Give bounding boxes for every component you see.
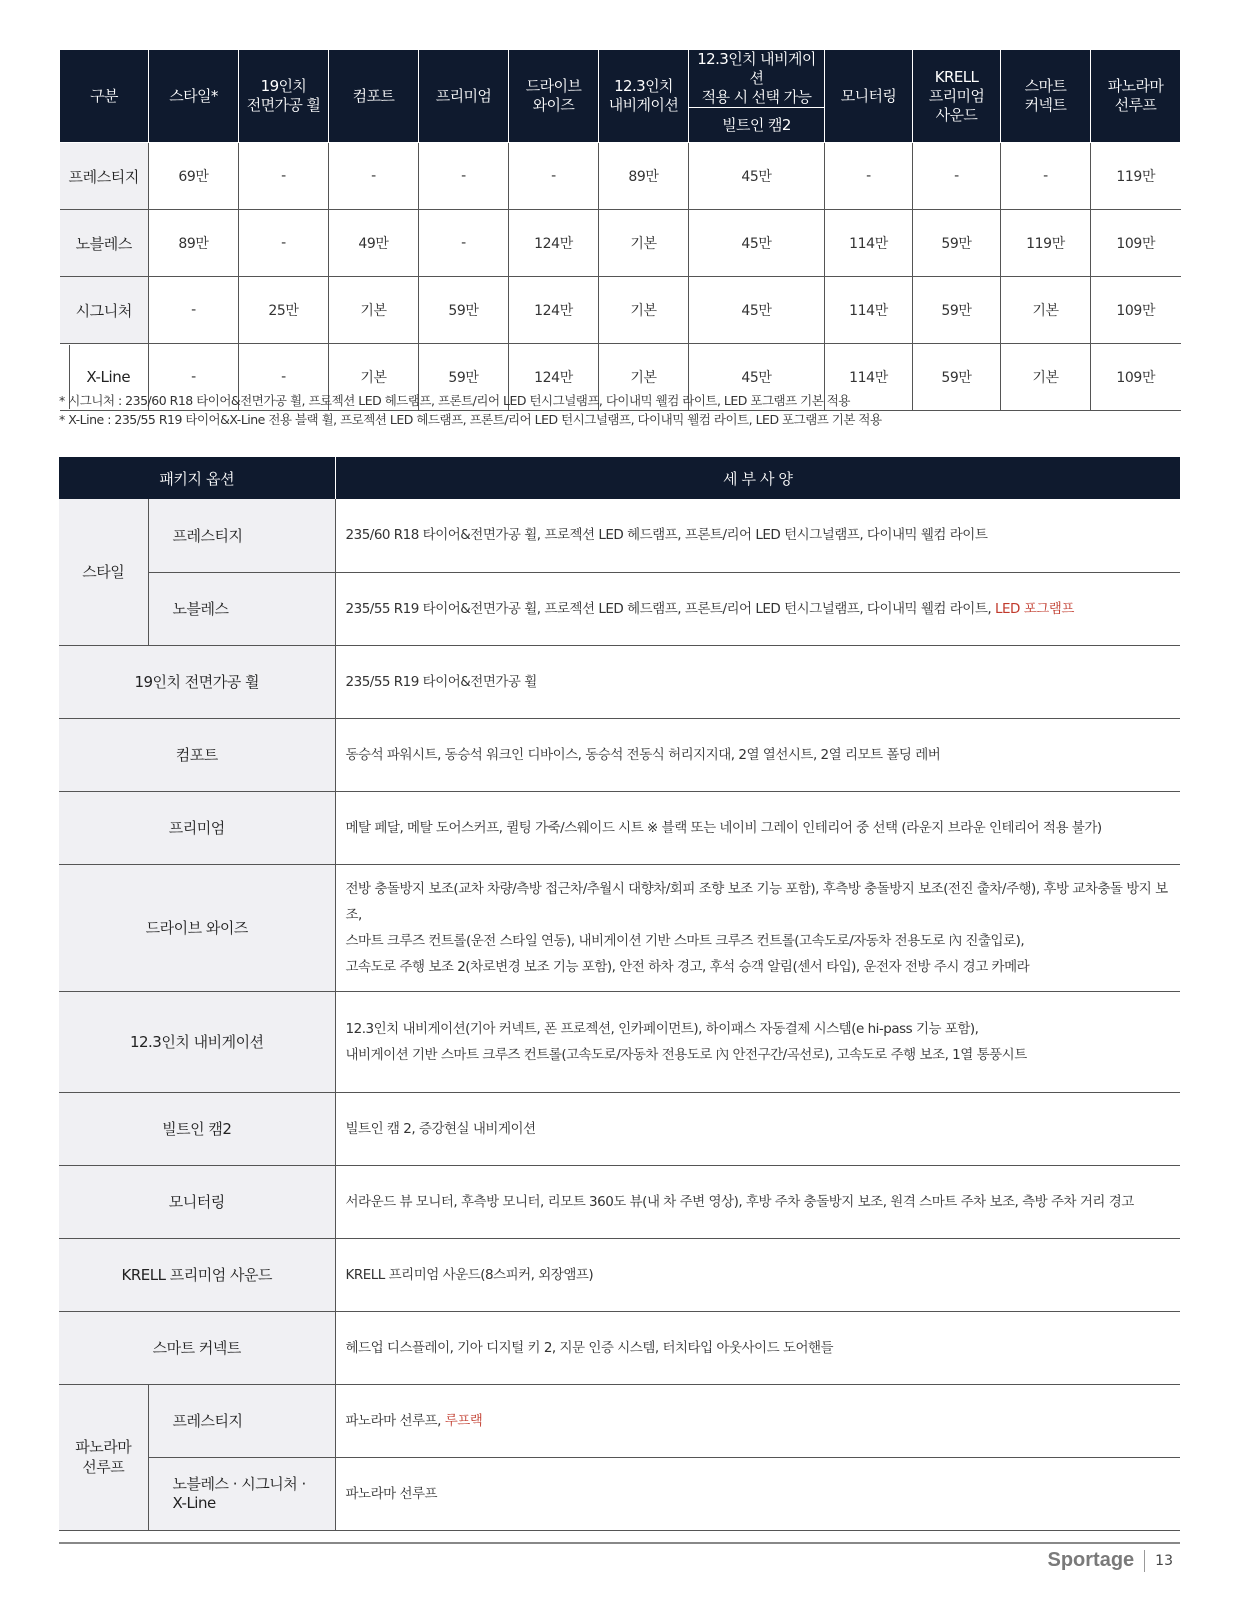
price-cell: - xyxy=(329,143,419,210)
price-cell: 124만 xyxy=(509,277,599,344)
pkg-cam-detail: 빌트인 캠 2, 증강현실 내비게이션 xyxy=(335,1092,1180,1165)
row-head-xline: X-Line xyxy=(60,344,149,411)
price-cell: 59만 xyxy=(913,277,1001,344)
price-cell: 59만 xyxy=(419,277,509,344)
price-cell: 기본 xyxy=(599,210,689,277)
price-cell: - xyxy=(509,143,599,210)
highlight-text: 루프랙 xyxy=(444,1412,483,1429)
price-cell: 45만 xyxy=(689,143,825,210)
pkg-wheel19-name: 19인치 전면가공 휠 xyxy=(59,645,335,718)
table-row xyxy=(60,143,1181,210)
pkg-premium-detail: 메탈 페달, 메탈 도어스커프, 퀼팅 가죽/스웨이드 시트 ※ 블랙 또는 네이비 그레이 인테리어 중 선택 (라운지 브라운 인테리어 적용 불가) xyxy=(335,791,1180,864)
pkg-comfort-name: 컴포트 xyxy=(59,718,335,791)
header-detail: 세 부 사 양 xyxy=(335,457,1180,499)
pkg-style-name: 스타일 xyxy=(59,499,148,645)
header-panorama: 파노라마 선루프 xyxy=(1091,50,1181,143)
pkg-premium-name: 프리미엄 xyxy=(59,791,335,864)
pkg-smart-name: 스마트 커넥트 xyxy=(59,1311,335,1384)
header-nav: 12.3인치 내비게이션 xyxy=(599,50,689,143)
table-row xyxy=(60,210,1181,277)
header-wheel19: 19인치 전면가공 휠 xyxy=(239,50,329,143)
pkg-nav-detail: 12.3인치 내비게이션(기아 커넥트, 폰 프로젝션, 인카페이먼트), 하이패스 자동결제 시스템(e hi-pass 기능 포함), 내비게이션 기반 스마트 크루즈 컨트롤(고속도로/자동차 전용도로 內 안전구간/곡선로), 고속도로 주행 보조, 1열 통풍시트 xyxy=(335,991,1180,1092)
price-cell: 45만 xyxy=(689,210,825,277)
header-krell: KRELL 프리미엄 사운드 xyxy=(913,50,1001,143)
pkg-wheel19-detail: 235/55 R19 타이어&전면가공 휠 xyxy=(335,645,1180,718)
price-cell: 109만 xyxy=(1091,210,1181,277)
price-cell: 45만 xyxy=(689,344,825,411)
header-builtin-cam: 빌트인 캠2 xyxy=(689,108,825,143)
pkg-panorama-others-label: 노블레스 · 시그니처 · X-Line xyxy=(148,1457,335,1530)
pkg-monitoring-detail: 서라운드 뷰 모니터, 후측방 모니터, 리모트 360도 뷰(내 차 주변 영상), 후방 주차 충돌방지 보조, 원격 스마트 주차 보조, 측방 주차 거리 경고 xyxy=(335,1165,1180,1238)
price-cell: 49만 xyxy=(329,210,419,277)
price-cell: 25만 xyxy=(239,277,329,344)
footnotes xyxy=(59,391,882,429)
price-cell: 69만 xyxy=(149,143,239,210)
price-cell: 기본 xyxy=(599,344,689,411)
price-cell: 59만 xyxy=(913,210,1001,277)
footer-divider xyxy=(59,1542,1180,1544)
price-cell: - xyxy=(239,210,329,277)
price-cell: - xyxy=(1001,143,1091,210)
row-head-prestige: 프레스티지 xyxy=(60,143,149,210)
price-cell: 109만 xyxy=(1091,344,1181,411)
price-cell: - xyxy=(419,210,509,277)
price-cell: 119만 xyxy=(1091,143,1181,210)
header-nav-option: 12.3인치 내비게이션 적용 시 선택 가능 xyxy=(689,50,825,108)
price-cell: 45만 xyxy=(689,277,825,344)
price-cell: 114만 xyxy=(825,344,913,411)
price-cell: 89만 xyxy=(149,210,239,277)
page-number: 13 xyxy=(1155,1552,1173,1569)
price-cell: 기본 xyxy=(1001,277,1091,344)
pkg-krell-detail: KRELL 프리미엄 사운드(8스피커, 외장앰프) xyxy=(335,1238,1180,1311)
price-cell: 기본 xyxy=(599,277,689,344)
table-row xyxy=(60,277,1181,344)
price-cell: - xyxy=(913,143,1001,210)
pkg-comfort-detail: 동승석 파워시트, 동승석 워크인 디바이스, 동승석 전동식 허리지지대, 2열 열선시트, 2열 리모트 폴딩 레버 xyxy=(335,718,1180,791)
option-price-table xyxy=(59,49,1181,411)
price-cell: 기본 xyxy=(1001,344,1091,411)
price-cell: 114만 xyxy=(825,277,913,344)
price-cell: - xyxy=(149,277,239,344)
price-cell: 114만 xyxy=(825,210,913,277)
package-detail-table xyxy=(59,457,1180,1531)
price-cell: - xyxy=(419,143,509,210)
header-style: 스타일* xyxy=(149,50,239,143)
header-comfort: 컴포트 xyxy=(329,50,419,143)
footer-separator xyxy=(1144,1550,1145,1572)
price-cell: 59만 xyxy=(913,344,1001,411)
price-cell: - xyxy=(149,344,239,411)
header-package-option: 패키지 옵션 xyxy=(59,457,335,499)
pkg-drivewise-name: 드라이브 와이즈 xyxy=(59,864,335,991)
footnote-xline: * X-Line : 235/55 R19 타이어&X-Line 전용 블랙 휠, 프로젝션 LED 헤드램프, 프론트/리어 LED 턴시그널램프, 다이내믹 웰컴 라이트, LED 포그램프 기본 적용 xyxy=(59,412,882,427)
pkg-panorama-name: 파노라마 선루프 xyxy=(59,1384,148,1530)
header-premium: 프리미엄 xyxy=(419,50,509,143)
pkg-smart-detail: 헤드업 디스플레이, 기아 디지털 키 2, 지문 인증 시스템, 터치타입 아웃사이드 도어핸들 xyxy=(335,1311,1180,1384)
pkg-cam-name: 빌트인 캠2 xyxy=(59,1092,335,1165)
pkg-drivewise-detail: 전방 충돌방지 보조(교차 차량/측방 접근차/추월시 대향차/회피 조향 보조 기능 포함), 후측방 충돌방지 보조(전진 출차/주행), 후방 교차충돌 방지 보조, 스마트 크루즈 컨트롤(운전 스타일 연동), 내비게이션 기반 스마트 크루즈 컨트롤(고속도로/자동차 전용도로 內 진출입로), 고속도로 주행 보조 2(차로변경 보조 기능 포함), 안전 하차 경고, 후석 승객 알림(센서 타입), 운전자 전방 주시 경고 카메라 xyxy=(335,864,1180,991)
row-head-noblesse: 노블레스 xyxy=(60,210,149,277)
header-drivewise: 드라이브 와이즈 xyxy=(509,50,599,143)
pkg-monitoring-name: 모니터링 xyxy=(59,1165,335,1238)
price-cell: 109만 xyxy=(1091,277,1181,344)
price-cell: 89만 xyxy=(599,143,689,210)
brand-name: Sportage xyxy=(1047,1549,1135,1571)
pkg-style-prestige-label: 프레스티지 xyxy=(148,499,335,572)
pkg-style-noblesse-detail: 235/55 R19 타이어&전면가공 휠, 프로젝션 LED 헤드램프, 프론트/리어 LED 턴시그널램프, 다이내믹 웰컴 라이트, LED 포그램프 xyxy=(335,572,1180,645)
pkg-style-noblesse-label: 노블레스 xyxy=(148,572,335,645)
price-cell: 124만 xyxy=(509,344,599,411)
footnote-signature: * 시그니처 : 235/60 R18 타이어&전면가공 휠, 프로젝션 LED 헤드램프, 프론트/리어 LED 턴시그널램프, 다이내믹 웰컴 라이트, LED 포그램프 기본 적용 xyxy=(59,393,850,408)
header-monitoring: 모니터링 xyxy=(825,50,913,143)
price-cell: - xyxy=(239,344,329,411)
price-cell: - xyxy=(825,143,913,210)
header-category: 구분 xyxy=(60,50,149,143)
pkg-panorama-prestige-label: 프레스티지 xyxy=(148,1384,335,1457)
pkg-panorama-others-detail: 파노라마 선루프 xyxy=(335,1457,1180,1530)
pkg-krell-name: KRELL 프리미엄 사운드 xyxy=(59,1238,335,1311)
price-cell: - xyxy=(239,143,329,210)
highlight-text: LED 포그램프 xyxy=(994,600,1074,617)
pkg-nav-name: 12.3인치 내비게이션 xyxy=(59,991,335,1092)
price-cell: 124만 xyxy=(509,210,599,277)
page-footer xyxy=(1047,1549,1173,1572)
price-cell: 119만 xyxy=(1001,210,1091,277)
price-cell: 기본 xyxy=(329,277,419,344)
price-cell: 59만 xyxy=(419,344,509,411)
price-cell: 기본 xyxy=(329,344,419,411)
row-head-signature: 시그니처 xyxy=(60,277,149,344)
pkg-style-prestige-detail: 235/60 R18 타이어&전면가공 휠, 프로젝션 LED 헤드램프, 프론트/리어 LED 턴시그널램프, 다이내믹 웰컴 라이트 xyxy=(335,499,1180,572)
header-smart-connect: 스마트 커넥트 xyxy=(1001,50,1091,143)
pkg-panorama-prestige-detail: 파노라마 선루프, 루프랙 xyxy=(335,1384,1180,1457)
